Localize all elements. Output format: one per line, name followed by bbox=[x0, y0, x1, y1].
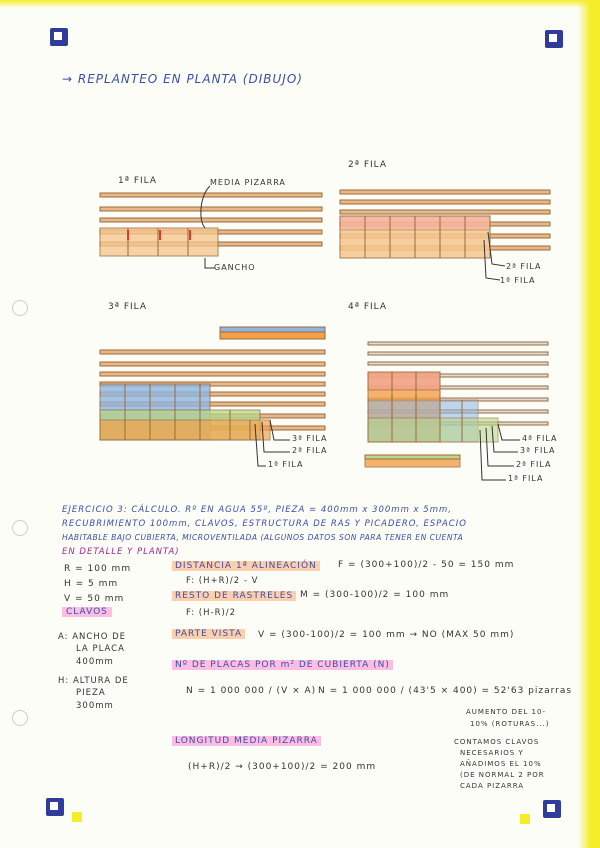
label-row4-1a: 1ª FILA bbox=[508, 474, 544, 483]
calc-n-formula: N = 1 000 000 / (V × A) bbox=[186, 686, 317, 696]
drawing-row1 bbox=[100, 193, 322, 256]
exercise-line-2: RECUBRIMIENTO 100mm, CLAVOS, ESTRUCTURA DE RAS Y PICADERO, ESPACIO bbox=[62, 519, 467, 529]
label-row1: 1ª FILA bbox=[118, 176, 158, 186]
label-row2-2a: 2ª FILA bbox=[506, 262, 542, 271]
data-a-1: A: ANCHO DE bbox=[58, 632, 127, 642]
calc-dist-result: F = (300+100)/2 - 50 = 150 mm bbox=[338, 560, 515, 570]
data-h-3: 300mm bbox=[76, 701, 114, 711]
label-row2: 2ª FILA bbox=[348, 160, 388, 170]
label-row3-1a: 1ª FILA bbox=[268, 460, 304, 469]
calc-n-note-5: AÑADIMOS EL 10% bbox=[460, 760, 542, 768]
label-gancho: GANCHO bbox=[214, 263, 256, 272]
calc-n-note-6: (DE NORMAL 2 POR bbox=[460, 771, 545, 779]
data-clavos: CLAVOS bbox=[62, 607, 112, 617]
data-a-2: LA PLACA bbox=[76, 644, 125, 654]
calc-resto-result: M = (300-100)/2 = 100 mm bbox=[300, 590, 450, 600]
drawing-row2 bbox=[340, 190, 550, 258]
label-row2-1a: 1ª FILA bbox=[500, 276, 536, 285]
calc-n-note-3: CONTAMOS CLAVOS bbox=[454, 738, 540, 746]
label-row4-4a: 4ª FILA bbox=[522, 434, 558, 443]
label-row4: 4ª FILA bbox=[348, 302, 388, 312]
calc-n-result: N = 1 000 000 / (43'5 × 400) = 52'63 pizarras bbox=[318, 686, 573, 696]
data-r: R = 100 mm bbox=[64, 564, 132, 574]
label-row3-2a: 2ª FILA bbox=[292, 446, 328, 455]
page-title: → REPLANTEO EN PLANTA (DIBUJO) bbox=[62, 72, 303, 86]
calc-n-note-7: CADA PIZARRA bbox=[460, 782, 525, 790]
calc-parte-label: PARTE VISTA bbox=[172, 629, 245, 639]
exercise-line-3: HABITABLE BAJO CUBIERTA, MICROVENTILADA (ALGUNOS DATOS SON PARA TENER EN CUENTA bbox=[62, 533, 464, 542]
calc-n-note-2: 10% (ROTURAS...) bbox=[470, 720, 550, 728]
label-row4-2a: 2ª FILA bbox=[516, 460, 552, 469]
calc-dist-formula: F: (H+R)/2 - V bbox=[186, 576, 259, 586]
calc-parte-result: V = (300-100)/2 = 100 mm → NO (MAX 50 mm) bbox=[258, 630, 515, 640]
data-h: H = 5 mm bbox=[64, 579, 119, 589]
calc-n-label: Nº DE PLACAS POR m² DE CUBIERTA (N) bbox=[172, 660, 393, 670]
data-v: V = 50 mm bbox=[64, 594, 125, 604]
exercise-line-1: EJERCICIO 3: CÁLCULO. Rº EN AGUA 55º, PIEZA = 400mm x 300mm x 5mm, bbox=[62, 505, 452, 515]
drawing-row3 bbox=[100, 327, 325, 440]
data-h-1: H: ALTURA DE bbox=[58, 676, 129, 686]
exercise-line-4: EN DETALLE Y PLANTA) bbox=[62, 547, 180, 557]
label-row3: 3ª FILA bbox=[108, 302, 148, 312]
data-h-2: PIEZA bbox=[76, 688, 106, 698]
calc-n-note-1: AUMENTO DEL 10- bbox=[466, 708, 546, 716]
label-row3-3a: 3ª FILA bbox=[292, 434, 328, 443]
label-row4-3a: 3ª FILA bbox=[520, 446, 556, 455]
calc-dist-label: DISTANCIA 1ª ALINEACIÓN bbox=[172, 561, 320, 571]
calc-n-note-4: NECESARIOS Y bbox=[460, 749, 524, 757]
calc-long-label: LONGITUD MEDIA PIZARRA bbox=[172, 736, 321, 746]
data-a-3: 400mm bbox=[76, 657, 114, 667]
calc-long-formula: (H+R)/2 → (300+100)/2 = 200 mm bbox=[188, 762, 377, 772]
calc-resto-formula: F: (H-R)/2 bbox=[186, 608, 237, 618]
label-media-pizarra: MEDIA PIZARRA bbox=[210, 178, 286, 187]
calc-resto-label: RESTO DE RASTRELES bbox=[172, 591, 296, 601]
